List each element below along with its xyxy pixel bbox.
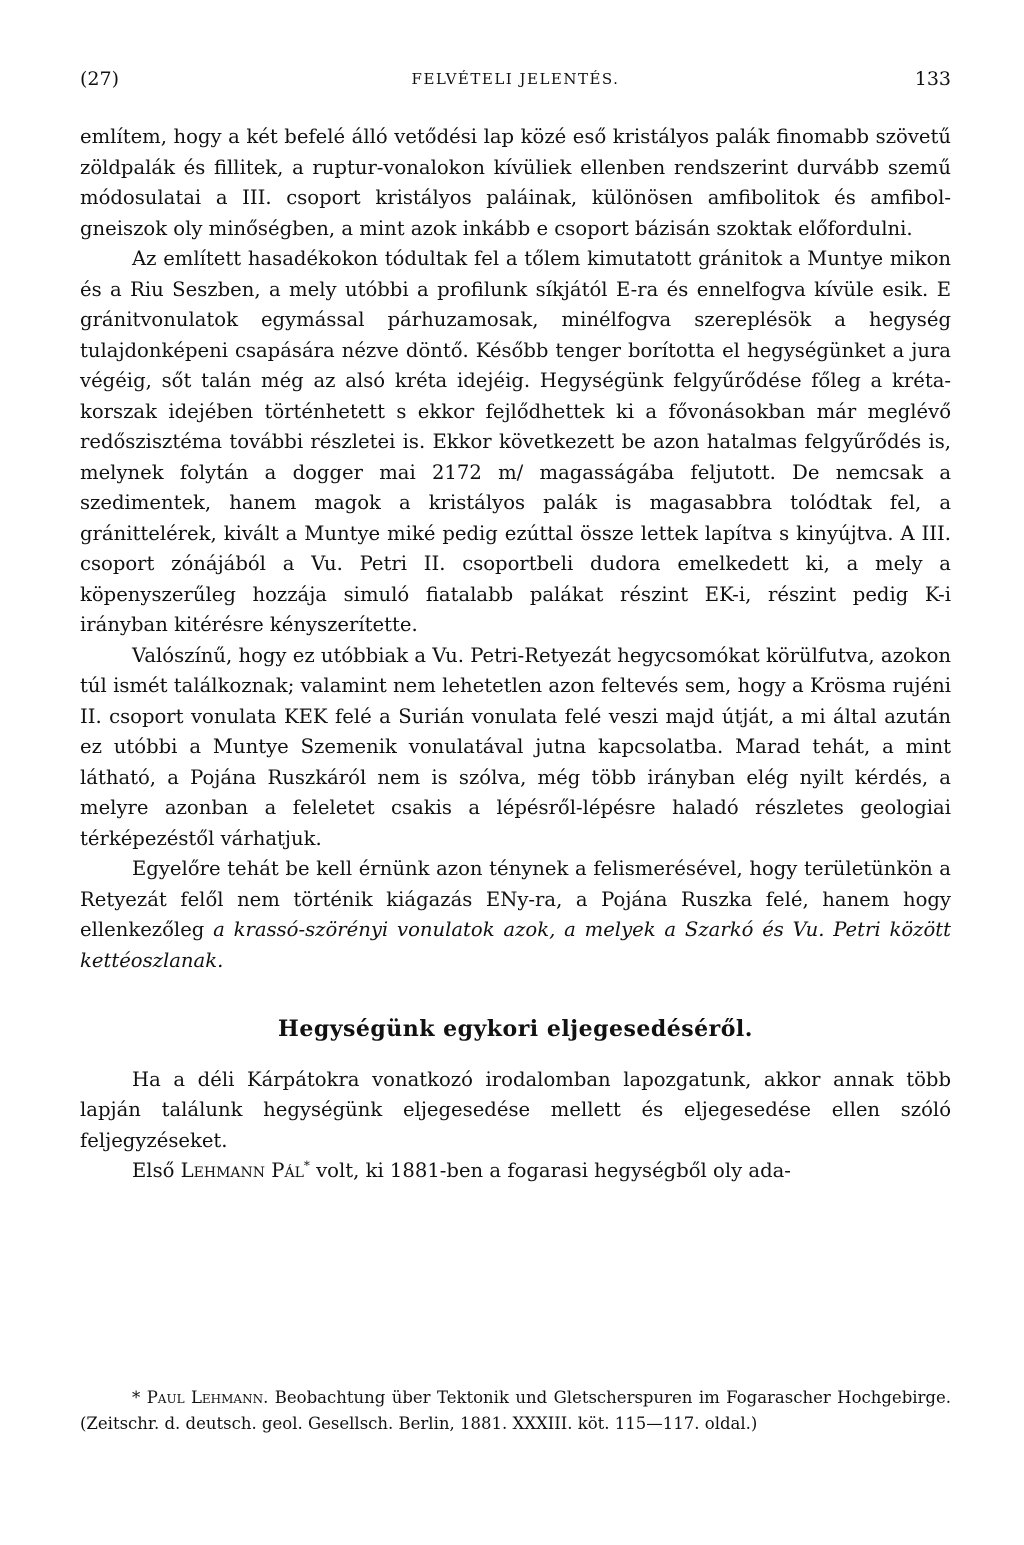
footnote-text xyxy=(80,1385,951,1437)
body-text xyxy=(80,122,951,1187)
running-title: FELVÉTELI JELENTÉS. xyxy=(411,70,620,88)
footnote-mark: * xyxy=(132,1388,147,1407)
paragraph-4-text: Egyelőre tehát be kell érnünk azon ténynek a felismerésével, hogy területünkön a Retyezát felől nem történik kiágazás ENy-ra, a Pojána Ruszka felé, hanem hogy ellenkezőleg xyxy=(80,857,951,941)
section-heading: Hegységünk egykori eljegesedéséről. xyxy=(278,1016,753,1042)
paragraph-5: Ha a déli Kárpátokra vonatkozó irodalomban lapozgatunk, akkor annak több lapján találunk hegységünk eljegesedése mellett és eljegesedése ellen szóló feljegyzéseket. xyxy=(80,1067,951,1152)
footnote xyxy=(80,1385,951,1437)
page-header xyxy=(80,68,951,98)
page-number: 133 xyxy=(914,68,951,90)
footnote-citation: Beobachtung über Tektonik und Gletscherspuren im Fogarascher Hochgebirge. (Zeitschr. d. deutsch. geol. Gesellsch. Berlin, 1881. XXXIII. köt. 115—117. oldal.) xyxy=(80,1388,951,1433)
paragraph-4 xyxy=(80,854,951,976)
paragraph-6-end: volt, ki 1881-ben a fogarasi hegységből oly ada- xyxy=(309,1159,791,1182)
footnote-author: Paul Lehmann. xyxy=(146,1388,269,1407)
section-number: (27) xyxy=(80,68,120,90)
paragraph-6 xyxy=(80,1156,951,1187)
paragraph-6-start: Első xyxy=(132,1159,181,1182)
footnote-marker: * xyxy=(303,1158,310,1173)
paragraph-4-italic: a krassó-szörényi vonulatok azok, a melyek a Szarkó és Vu. Petri között kettéoszlanak. xyxy=(80,918,951,972)
paragraph-1: említem, hogy a két befelé álló vetődési lap közé eső kristályos palák finomabb szövetű zöldpalák és fillitek, a ruptur-vonalokon kívüliek ellenben rendszerint durvább szemű módosulatai a III. csoport kristályos paláinak, különösen amfibolitok és amfibol-gneiszok oly minőségben, a mint azok inkább e csoport bázisán szoktak előfordulni. xyxy=(80,125,951,240)
paragraph-3: Valószínű, hogy ez utóbbiak a Vu. Petri-Retyezát hegycsomókat körülfutva, azokon túl ismét találkoznak; valamint nem lehetetlen azon feltevés sem, hogy a Krösma rujéni II. csoport vonulata KEK felé a Surián vonulata felé veszi majd útját, a mi által azután ez utóbbi a Muntye Szemenik vonulatával jutna kapcsolatba. Marad tehát, a mint látható, a Pojána Ruszkáról nem is szólva, még több irányban elég nyilt kérdés, a melyre azonban a feleletet csakis a lépésről-lépésre haladó részletes geologiai térképezéstől várhatjuk. xyxy=(80,643,951,850)
paragraph-2: Az említett hasadékokon tódultak fel a tőlem kimutatott gránitok a Muntye mikon és a Riu Seszben, a mely utóbbi a profilunk síkjától E-ra és ennelfogva kívüle esik. E gránitvonulatok egymással párhuzamosak, minélfogva szereplésök a hegység tulajdonképeni csapására nézve döntő. Később tenger borította el hegységünket a jura végéig, sőt talán még az alsó kréta idejéig. Hegységünk felgyűrődése főleg a kréta-korszak idejében történhetett s ekkor fejlődhettek ki a fővonásokban már meglévő redőszisztéma további részletei is. Ekkor következett be azon hatalmas felgyűrődés is, melynek folytán a dogger mai 2172 m/ magasságába feljutott. De nemcsak a szedimentek, hanem magok a kristályos palák is magasabbra tolódtak fel, a gránittelérek, kivált a Muntye miké pedig ezúttal össze lettek lapítva s kinyújtva. A III. csoport zónájából a Vu. Petri II. csoportbeli dudora emelkedett ki, a mely a köpenyszerűleg hozzája simuló fiatalabb palákat részint EK-i, részint pedig K-i irányban kitérésre kényszerítette. xyxy=(80,247,951,636)
author-name: Lehmann Pál xyxy=(180,1159,304,1182)
